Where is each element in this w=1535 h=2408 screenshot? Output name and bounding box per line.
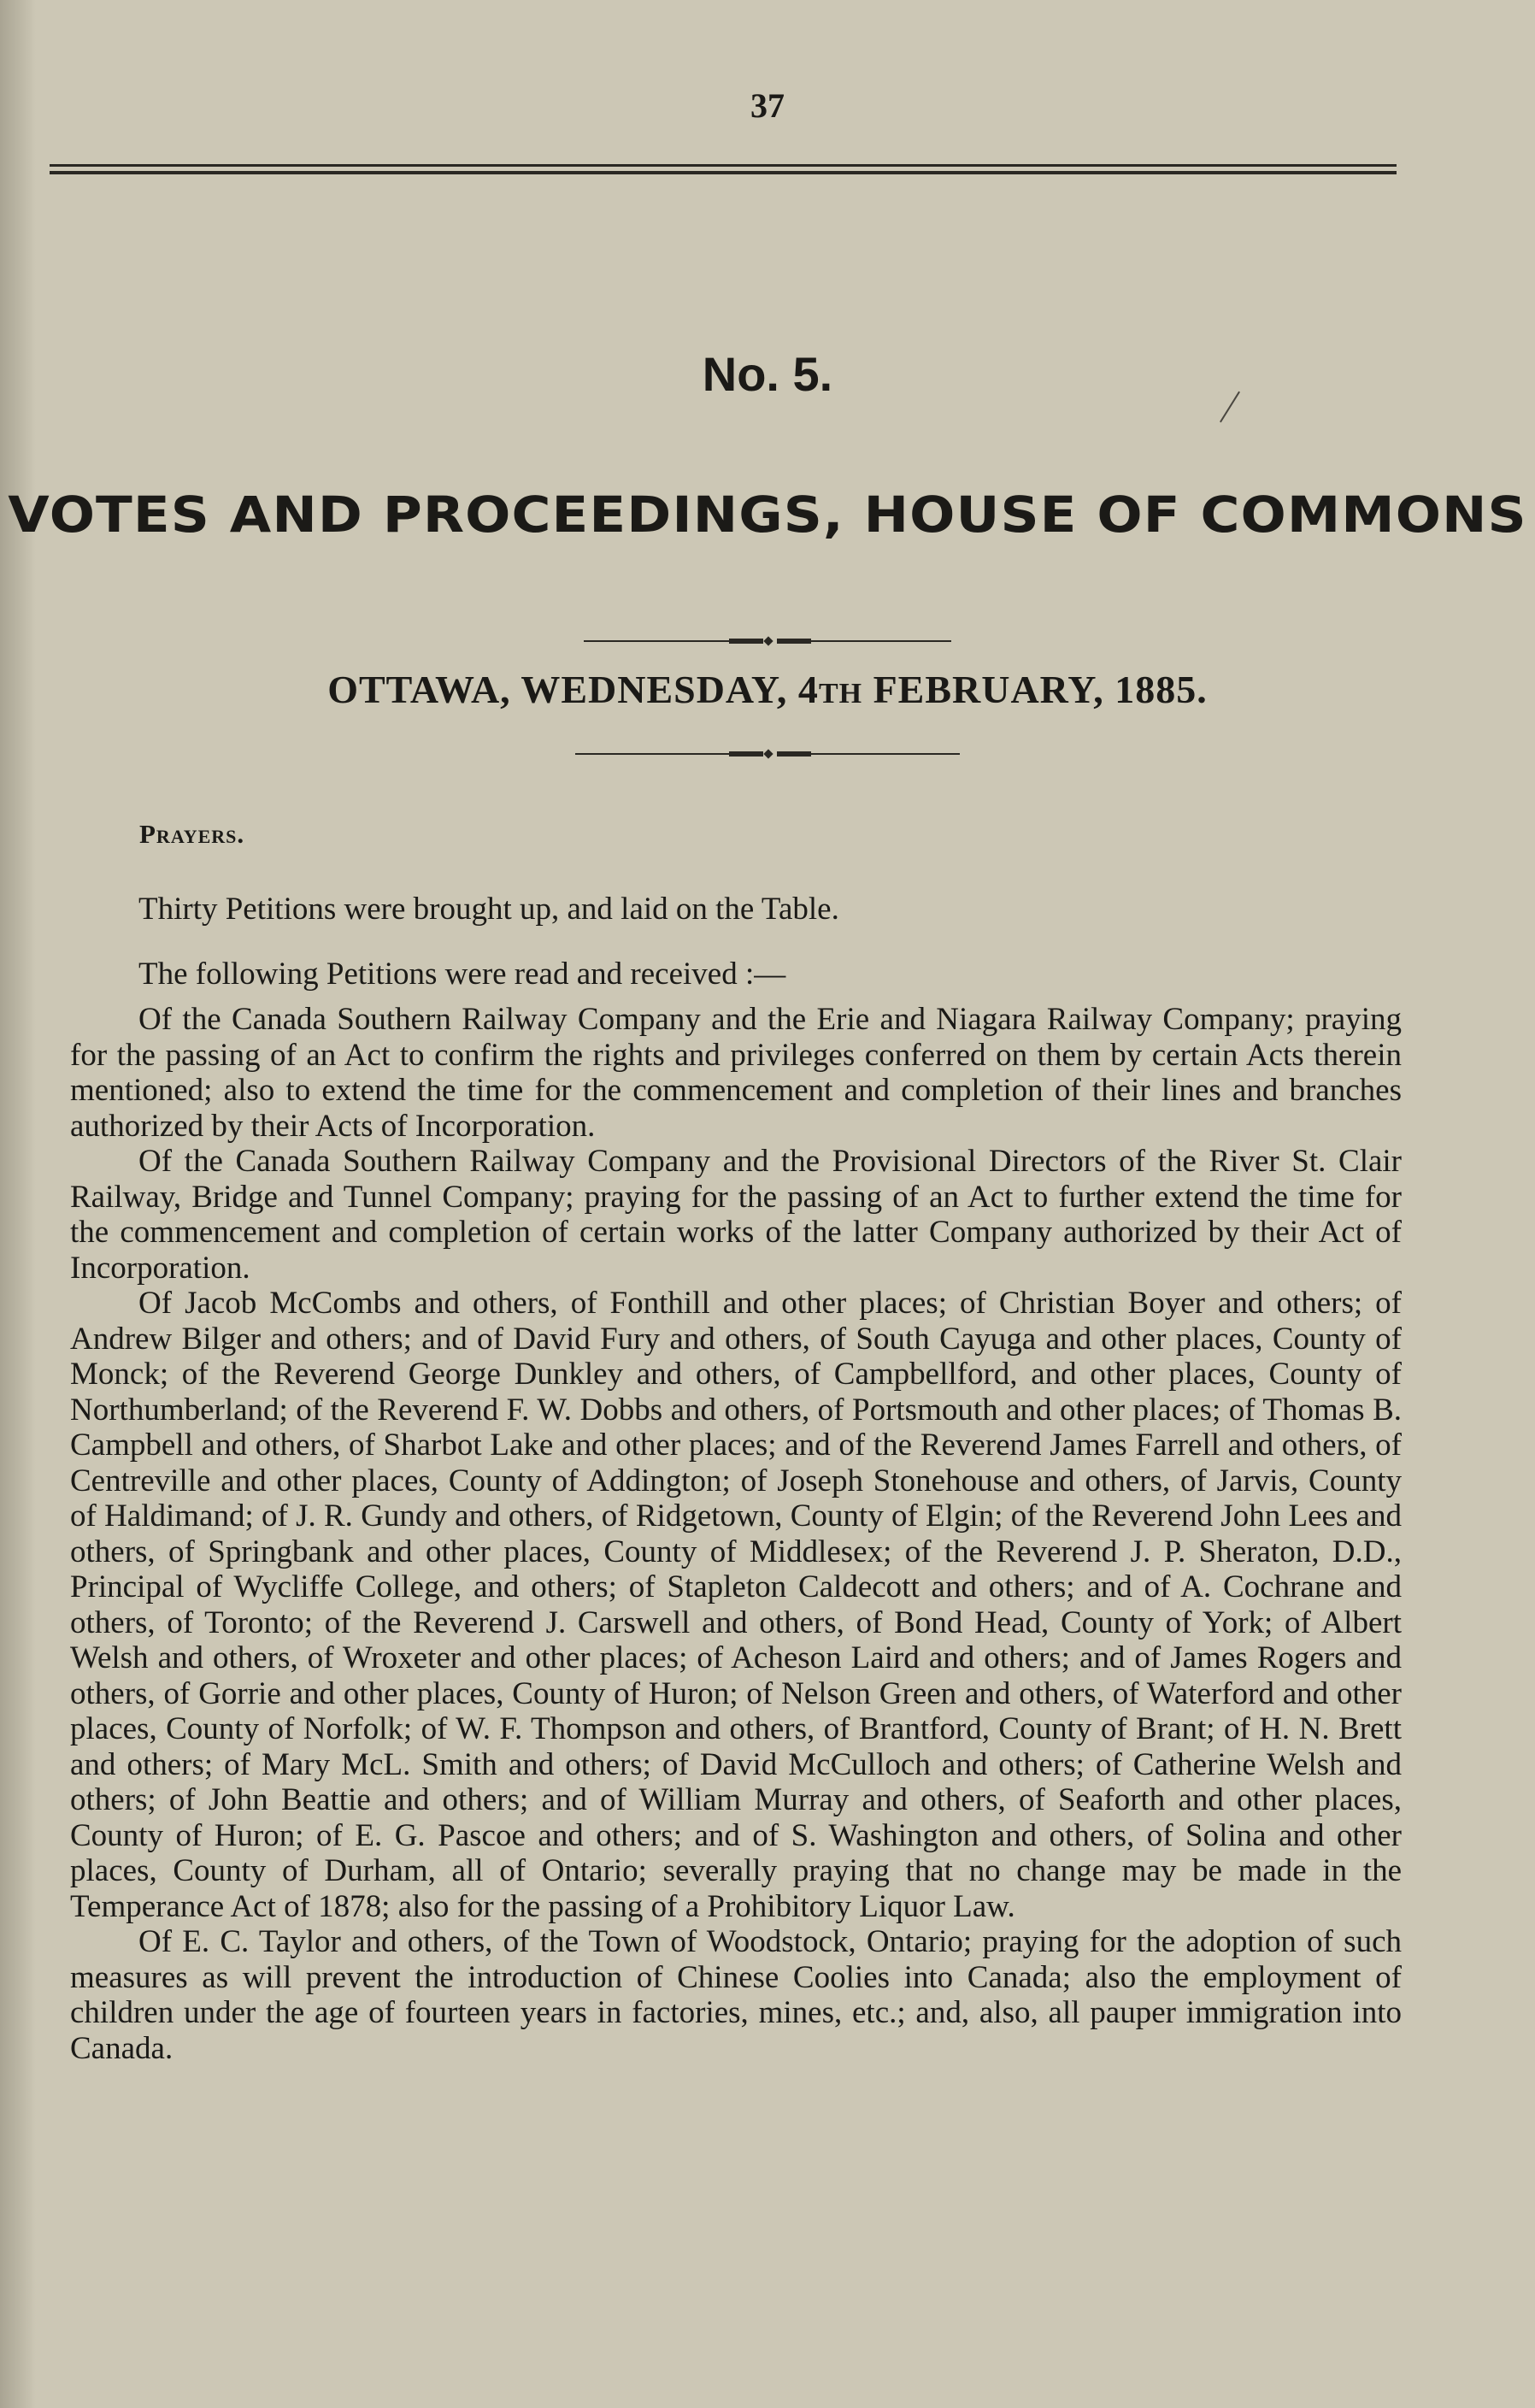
header-double-rule bbox=[50, 164, 1397, 176]
prayers-heading: Prayers. bbox=[139, 819, 245, 849]
petition-paragraph: Of the Canada Southern Railway Company and the Erie and Niagara Railway Company; praying for the passing of an Act to confirm the rights and privileges conferred on them by certain Acts therein mentioned; also to extend the time for the commencement and completion of their lines and branches authorized by their Acts of Incorporation. bbox=[70, 1002, 1402, 1144]
ornamental-rule-bottom bbox=[575, 749, 960, 759]
petitions-brought-up: Thirty Petitions were brought up, and laid on the Table. bbox=[138, 892, 839, 927]
issue-number-heading: No. 5. bbox=[702, 347, 833, 401]
header-rule-thick bbox=[50, 171, 1397, 174]
petitions-body bbox=[70, 1002, 1402, 2066]
dateline-end: FEBRUARY, 1885. bbox=[862, 668, 1208, 711]
document-title: VOTES AND PROCEEDINGS, HOUSE OF COMMONS bbox=[8, 486, 1527, 544]
petition-paragraph: Of Jacob McCombs and others, of Fonthill and other places; of Christian Boyer and others; of Andrew Bilger and others; and of David Fury and others, of South Cayuga and other places, County of Monck; of the Reverend George Dunkley and others, of Campbellford, and other places, County of Northumberland; of the Reverend F. W. Dobbs and others, of Portsmouth and other places; of Thomas B. Campbell and others, of Sharbot Lake and other places; and of the Reverend James Farrell and others, of Centreville and other places, County of Addington; of Joseph Stonehouse and others, of Jarvis, County of Haldimand; of J. R. Gundy and others, of Ridgetown, County of Elgin; of the Reverend John Lees and others, of Springbank and other places, County of Middlesex; of the Reverend J. P. Sheraton, D.D., Principal of Wycliffe College, and others; of Stapleton Caldecott and others; and of A. Cochrane and others, of Toronto; of the Reverend J. Carswell and others, of Bond Head, County of York; of Albert Welsh and others, of Wroxeter and other places; of Acheson Laird and others; and of James Rogers and others, of Gorrie and other places, County of Huron; of Nelson Green and others, of Waterford and other places, County of Norfolk; of W. F. Thompson and others, of Brantford, County of Brant; of H. N. Brett and others; of Mary McL. Smith and others; of David McCulloch and others; of Catherine Welsh and others; of John Beattie and others; and of William Murray and others, of Seaforth and other places, County of Huron; of E. G. Pascoe and others; and of S. Washington and others, of Solina and other places, County of Durham, all of Ontario; severally praying that no change may be made in the Temperance Act of 1878; also for the passing of a Prohibitory Liquor Law. bbox=[70, 1286, 1402, 1924]
petition-paragraph: Of the Canada Southern Railway Company and the Provisional Directors of the River St. Clair Railway, Bridge and Tunnel Company; praying for the passing of an Act to further extend the time for the commencement and completion of certain works of the latter Company authorized by their Act of Incorporation. bbox=[70, 1144, 1402, 1286]
petition-paragraph: Of E. C. Taylor and others, of the Town of Woodstock, Ontario; praying for the adoption of such measures as will prevent the introduction of Chinese Coolies into Canada; also the employment of children under the age of fourteen years in factories, mines, etc.; and, also, all pauper immigration into Canada. bbox=[70, 1924, 1402, 2066]
ornamental-rule-top bbox=[584, 636, 951, 646]
dateline-start: OTTAWA, WEDNESDAY, 4 bbox=[327, 668, 819, 711]
session-dateline bbox=[0, 667, 1535, 712]
page-number: 37 bbox=[750, 86, 785, 125]
dateline-ordinal: TH bbox=[818, 678, 863, 709]
petitions-read-intro: The following Petitions were read and received :— bbox=[138, 957, 786, 992]
header-rule-thin bbox=[50, 164, 1397, 167]
